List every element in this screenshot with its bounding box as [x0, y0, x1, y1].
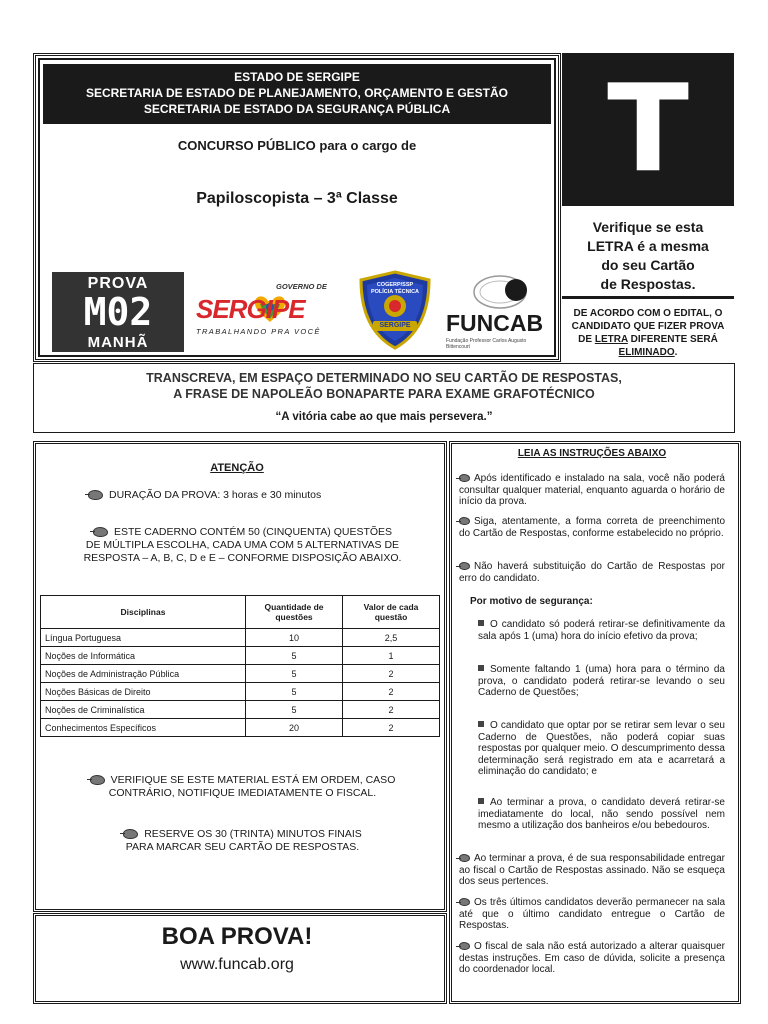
reserve-item — [55, 828, 430, 854]
seguranca-item — [478, 797, 725, 832]
table-cell: Noções Básicas de Direito — [41, 683, 246, 701]
caderno-text: ESTE CADERNO CONTÉM 50 (CINQUENTA) QUESTÕES — [113, 526, 393, 538]
table-row — [41, 629, 440, 647]
edital-line — [562, 346, 734, 359]
table-cell: 2 — [343, 701, 440, 719]
mouse-bullet-icon — [459, 474, 470, 482]
table-row — [41, 719, 440, 737]
sergipe-wordmark: SERGIPE — [196, 294, 305, 324]
seguranca-item — [478, 664, 725, 699]
reserve-line — [55, 828, 430, 841]
divider — [562, 296, 734, 299]
table-row — [41, 665, 440, 683]
duracao-text: DURAÇÃO DA PROVA: 3 horas e 30 minutos — [109, 489, 322, 501]
column-header: Valor de cada questão — [343, 596, 440, 629]
table-header-row — [41, 596, 440, 629]
table-cell: 5 — [246, 683, 343, 701]
prova-letter: T — [607, 60, 689, 199]
instrucao-text: Não haverá substituição do Cartão de Respostas por erro do candidato. — [459, 561, 725, 584]
verifique-line: de Respostas. — [600, 276, 696, 292]
prova-letter-box — [562, 53, 734, 206]
disciplinas-table — [40, 595, 440, 737]
title-bar — [43, 64, 551, 124]
governo-de-text: GOVERNO DE — [276, 282, 327, 291]
seguranca-text: O candidato só poderá retirar-se definitivamente da sala após 1 (uma) hora do início efetivo da prova; — [478, 619, 725, 642]
edital-text: . — [674, 347, 678, 358]
edital-line: DE ACORDO COM O EDITAL, O — [573, 308, 723, 319]
edital-line — [562, 333, 734, 346]
mouse-bullet-icon — [123, 829, 138, 839]
table-cell: Noções de Informática — [41, 647, 246, 665]
motivo-seguranca-heading: Por motivo de segurança: — [470, 596, 593, 607]
cargo-title: Papiloscopista – 3ª Classe — [196, 190, 398, 207]
concurso-label: CONCURSO PÚBLICO para o cargo de — [177, 138, 417, 153]
prova-badge — [52, 272, 184, 352]
verifique-line: do seu Cartão — [601, 257, 695, 273]
header-line-planning: SECRETARIA DE ESTADO DE PLANEJAMENTO, ORÇAMENTO E GESTÃO — [85, 86, 509, 100]
edital-letra-emphasis: LETRA — [594, 334, 628, 345]
sergipe-slogan: TRABALHANDO PRA VOCÊ — [196, 327, 321, 336]
instrucao-text: Após identificado e instalado na sala, você não poderá consultar qualquer material, enquanto aguarda o horário de início da prova. — [459, 473, 725, 507]
funcab-subtitle: Fundação Professor Carlos Augusto Bittencourt — [446, 338, 527, 350]
table-cell: 1 — [343, 647, 440, 665]
instrucao-text: Os três últimos candidatos deverão permanecer na sala até que o último candidato entregue o Cartão de Respostas. — [459, 897, 725, 931]
funcab-logo — [444, 272, 548, 348]
boa-prova-text: BOA PROVA! — [161, 923, 313, 950]
badge-middle-text: POLÍCIA TÉCNICA — [370, 289, 420, 295]
seguranca-item — [478, 720, 725, 778]
table-cell: 2,5 — [343, 629, 440, 647]
reserve-text: RESERVE OS 30 (TRINTA) MINUTOS FINAIS — [144, 828, 362, 840]
mouse-bullet-icon — [459, 898, 470, 906]
prova-label: PROVA — [87, 275, 149, 292]
policia-tecnica-badge — [355, 270, 435, 350]
seguranca-text: Ao terminar a prova, o candidato deverá retirar-se imediatamente do local, não sendo possível nem mesmo a utilização dos banheiros e/ou bebedouros. — [478, 797, 725, 831]
prova-code: M02 — [83, 290, 153, 334]
table-cell: Noções de Criminalística — [41, 701, 246, 719]
napoleao-quote: “A vitória cabe ao que mais persevera.” — [275, 411, 493, 423]
seguranca-item — [478, 619, 725, 642]
table-cell: 5 — [246, 647, 343, 665]
mouse-bullet-icon — [88, 490, 103, 500]
transcreva-line: A FRASE DE NAPOLEÃO BONAPARTE PARA EXAME GRAFOTÉCNICO — [173, 387, 595, 401]
table-cell: 5 — [246, 701, 343, 719]
seguranca-text: O candidato que optar por se retirar sem levar o seu Caderno de Questões, não poderá copiar suas respostas por qualquer meio. O descumprimento dessa determinação será registrado em ata e acarretará a eliminação do candidato; e — [478, 720, 725, 777]
edital-warning — [562, 307, 734, 359]
instrucao-item — [459, 473, 725, 508]
instrucao-item — [459, 561, 725, 584]
instrucao-item — [459, 941, 725, 976]
header-line-security: SECRETARIA DE ESTADO DA SEGURANÇA PÚBLICA — [143, 102, 451, 116]
table-cell: 2 — [343, 683, 440, 701]
square-bullet-icon — [478, 620, 484, 626]
table-cell: 20 — [246, 719, 343, 737]
edital-line: CANDIDATO QUE FIZER PROVA — [571, 321, 725, 332]
mouse-bullet-icon — [459, 854, 470, 862]
badge-top-text: COGERP/SSP — [376, 282, 414, 288]
table-row — [41, 701, 440, 719]
table-cell: 2 — [343, 665, 440, 683]
instrucoes-title: LEIA AS INSTRUÇÕES ABAIXO — [517, 448, 667, 459]
table-cell: 5 — [246, 665, 343, 683]
mouse-bullet-icon — [459, 517, 470, 525]
table-cell: 10 — [246, 629, 343, 647]
instrucao-text: O fiscal de sala não está autorizado a alterar quaisquer destas instruções. Em caso de dúvida, solicite a presença do coordenador local. — [459, 941, 725, 975]
prova-turno: MANHÃ — [87, 334, 149, 351]
mouse-bullet-icon — [90, 775, 105, 785]
table-cell: Conhecimentos Específicos — [41, 719, 246, 737]
verifique-material-line: CONTRÁRIO, NOTIFIQUE IMEDIATAMENTE O FISCAL. — [108, 787, 377, 799]
column-header: Quantidade de questões — [246, 596, 343, 629]
table-cell: Língua Portuguesa — [41, 629, 246, 647]
verifique-material-text: VERIFIQUE SE ESTE MATERIAL ESTÁ EM ORDEM, CASO — [110, 774, 396, 786]
instrucao-item — [459, 516, 725, 539]
square-bullet-icon — [478, 721, 484, 727]
mouse-bullet-icon — [459, 562, 470, 570]
square-bullet-icon — [478, 665, 484, 671]
instrucao-text: Siga, atentamente, a forma correta de preenchimento do Cartão de Respostas, conforme estabelecido no próprio. — [459, 516, 725, 539]
reserve-line: PARA MARCAR SEU CARTÃO DE RESPOSTAS. — [125, 841, 360, 853]
sergipe-government-logo — [194, 277, 340, 347]
atencao-title: ATENÇÃO — [210, 462, 264, 474]
funcab-wordmark: FUNCAB — [446, 310, 544, 336]
instrucao-item — [459, 853, 725, 888]
verifique-material-line — [55, 774, 430, 787]
transcreva-line: TRANSCREVA, EM ESPAÇO DETERMINADO NO SEU CARTÃO DE RESPOSTAS, — [146, 371, 622, 385]
edital-text: DIFERENTE SERÁ — [627, 334, 718, 345]
caderno-line: RESPOSTA – A, B, C, D e E – CONFORME DISPOSIÇÃO ABAIXO. — [83, 552, 402, 564]
verifique-line: Verifique se esta — [592, 219, 704, 235]
table-row — [41, 683, 440, 701]
caderno-line — [55, 526, 430, 539]
edital-eliminado-emphasis: ELIMINADO — [618, 347, 675, 358]
badge-bottom-text: SERGIPE — [379, 322, 411, 329]
table-cell: 2 — [343, 719, 440, 737]
header-line-state: ESTADO DE SERGIPE — [234, 70, 360, 84]
mouse-bullet-icon — [93, 527, 108, 537]
instrucao-text: Ao terminar a prova, é de sua responsabilidade entregar ao fiscal o Cartão de Respostas assinado. Não se esqueça dos seus pertences. — [459, 853, 725, 887]
caderno-item — [55, 526, 430, 565]
column-header: Disciplinas — [41, 596, 246, 629]
square-bullet-icon — [478, 798, 484, 804]
transcreva-box — [33, 363, 735, 433]
table-row — [41, 647, 440, 665]
verifique-line: LETRA é a mesma — [587, 238, 709, 254]
seguranca-text: Somente faltando 1 (uma) hora para o término da prova, o candidato poderá retirar-se levando o seu Caderno de Questões; — [478, 664, 725, 698]
edital-text: DE — [578, 334, 595, 345]
table-cell: Noções de Administração Pública — [41, 665, 246, 683]
funcab-website-link[interactable]: www.funcab.org — [180, 956, 294, 973]
mouse-bullet-icon — [459, 942, 470, 950]
funcab-globe-icon — [470, 272, 530, 310]
instrucao-item — [459, 897, 725, 932]
verifique-letra-notice — [562, 218, 734, 294]
duracao-item — [88, 489, 428, 502]
caderno-line: DE MÚLTIPLA ESCOLHA, CADA UMA COM 5 ALTERNATIVAS DE — [85, 539, 400, 551]
verifique-material-item — [55, 774, 430, 800]
